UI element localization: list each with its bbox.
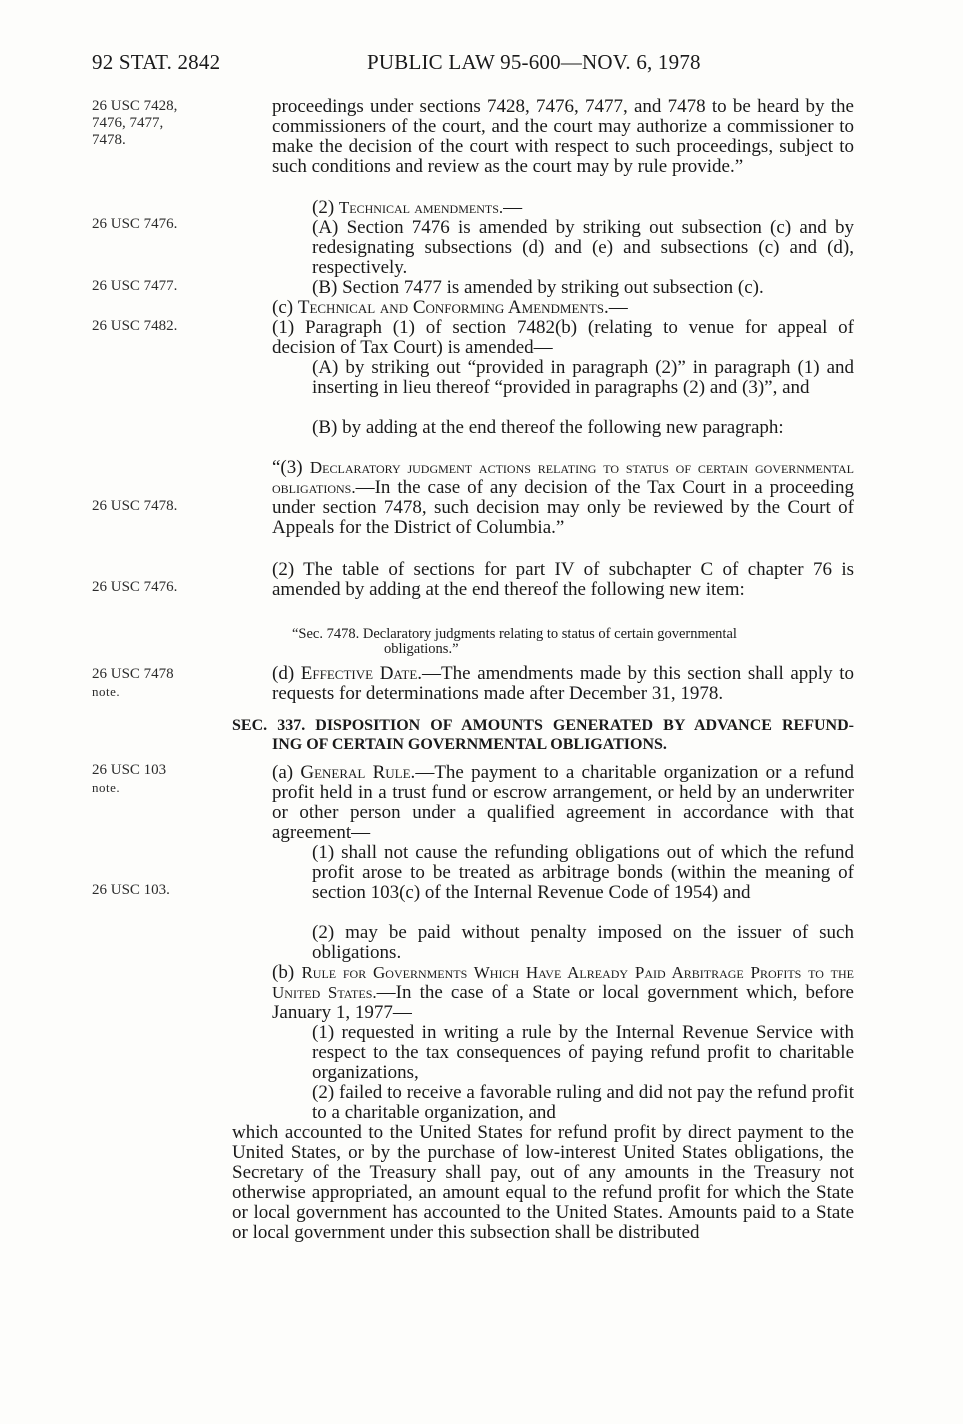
margin-note-line: 7476, 7477, — [92, 115, 164, 131]
subsection-heading: General Rule. — [300, 762, 416, 783]
paragraph-number: (d) — [272, 663, 301, 684]
paragraph-number: (b) — [272, 962, 302, 983]
margin-note-line: note. — [92, 684, 121, 699]
margin-note-usc-7476-table: 26 USC 7476. — [92, 579, 178, 595]
table-item-line: obligations.” — [384, 641, 459, 657]
subsection-heading: Technical and Conforming Amendments. — [297, 297, 609, 318]
table-item-sec-7478 — [292, 627, 854, 657]
dash: — — [608, 297, 628, 318]
section-title-line: ING OF CERTAIN GOVERNMENTAL OBLIGATIONS. — [272, 736, 667, 753]
margin-note-usc-103-note — [92, 762, 166, 796]
subsection-heading: Effective Date. — [300, 663, 423, 684]
paragraph-number: (2) — [312, 197, 339, 218]
paragraph-7476-amendment: (A) Section 7476 is amended by striking out subsection (c) and by redesignating subsections (d) and (e) and subsections (c) and (d), respectively. — [312, 217, 854, 278]
paragraph-text: —In the case of a State or local government which, before January 1, 1977— — [272, 982, 854, 1023]
paragraph-technical-amendments-heading — [312, 198, 854, 218]
paragraph-without-penalty: (2) may be paid without penalty imposed on the issuer of such obligations. — [312, 922, 854, 963]
margin-note-usc-103: 26 USC 103. — [92, 882, 170, 898]
subsection-d-effective-date — [272, 664, 854, 704]
paragraph-requested-ruling: (1) requested in writing a rule by the Internal Revenue Service with respect to the tax consequences of paying refund profit to charitable organizations, — [312, 1022, 854, 1083]
subsection-b-rule-for-governments — [272, 963, 854, 1023]
paragraph-arbitrage-bonds: (1) shall not cause the refunding obligations out of which the refund profit arose to be treated as arbitrage bonds (within the meaning of section 103(c) of the Internal Revenue Code of 1954) and — [312, 842, 854, 903]
margin-note-line: 7478. — [92, 132, 126, 148]
paragraph-number: (a) — [272, 762, 301, 783]
paragraph-number: (c) — [272, 297, 298, 318]
margin-note-line: 26 USC 7478 — [92, 666, 174, 682]
margin-note-line: note. — [92, 780, 121, 795]
paragraph-commissioners: proceedings under sections 7428, 7476, 7477, and 7478 to be heard by the commissioners of the court, and the court may authorize a commissioner to make the decision of the court with respect to such proceedings, subject to such conditions and review as the court may by rule provide.” — [272, 96, 854, 177]
margin-note-usc-7482: 26 USC 7482. — [92, 318, 178, 334]
paragraph-7482-venue: (1) Paragraph (1) of section 7482(b) (relating to venue for appeal of decision of Tax Court) is amended— — [272, 317, 854, 358]
dash: — — [503, 197, 523, 218]
subsection-heading: Rule for Governments Which Have Already Paid Arbitrage Profits to the United States. — [272, 963, 854, 1002]
table-item-line: “Sec. 7478. Declaratory judgments relating to status of certain governmental — [292, 626, 737, 642]
paragraph-table-of-sections: (2) The table of sections for part IV of subchapter C of chapter 76 is amended by adding at the end thereof the following new item: — [272, 559, 854, 600]
subsection-a-general-rule — [272, 763, 854, 843]
running-head: PUBLIC LAW 95-600—NOV. 6, 1978 — [367, 50, 701, 74]
paragraph-failed-to-receive: (2) failed to receive a favorable ruling and did not pay the refund profit to a charitable organization, and — [312, 1082, 854, 1123]
margin-note-usc-7477: 26 USC 7477. — [92, 278, 178, 294]
subsection-heading: Technical amendments. — [338, 198, 504, 217]
margin-note-usc-7476: 26 USC 7476. — [92, 216, 178, 232]
paragraph-adding-new: (B) by adding at the end thereof the following new paragraph: — [312, 417, 784, 438]
paragraph-text: —The payment to a charitable organization or a refund profit held in a trust fund or escrow arrangement, or held by an underwriter or other person under a qualified agreement in accordance with that agreement— — [272, 762, 854, 843]
paragraph-declaratory-judgment — [272, 458, 854, 538]
paragraph-text: —In the case of any decision of the Tax Court in a proceeding under section 7478, such decision may only be reviewed by the Court of Appeals for the District of Columbia.” — [272, 477, 854, 538]
margin-note-usc-7478-note — [92, 666, 174, 700]
section-337-title — [232, 716, 854, 754]
margin-note-usc-7478: 26 USC 7478. — [92, 498, 178, 514]
section-title-line: SEC. 337. DISPOSITION OF AMOUNTS GENERATED BY ADVANCE REFUND- — [232, 717, 854, 734]
paragraph-text: —The amendments made by this section shall apply to requests for determinations made after December 31, 1978. — [272, 663, 854, 704]
paragraph-striking-out: (A) by striking out “provided in paragraph (2)” in paragraph (1) and inserting in lieu thereof “provided in paragraphs (2) and (3)”, and — [312, 357, 854, 398]
stat-page-number: 92 STAT. 2842 — [92, 50, 221, 74]
paragraph-accounted-to-united-states: which accounted to the United States for refund profit by direct payment to the United States, or by the purchase of low-interest United States obligations, the Secretary of the Treasury shall pay, out of any amounts in the Treasury not otherwise appropriated, an amount equal to the refund profit for which the State or local government has accounted to the United States. Amounts paid to a State or local government under this subsection shall be distributed — [232, 1122, 854, 1243]
margin-note-line: 26 USC 7428, — [92, 98, 178, 114]
paragraph-heading: Declaratory judgment actions relating to status of certain governmental obligations. — [272, 458, 854, 497]
paragraph-7477-amendment: (B) Section 7477 is amended by striking out subsection (c). — [312, 277, 764, 298]
subsection-c-heading — [272, 298, 854, 318]
margin-note-usc-7428 — [92, 98, 177, 149]
paragraph-number: “(3) — [272, 457, 310, 478]
margin-note-line: 26 USC 103 — [92, 762, 167, 778]
